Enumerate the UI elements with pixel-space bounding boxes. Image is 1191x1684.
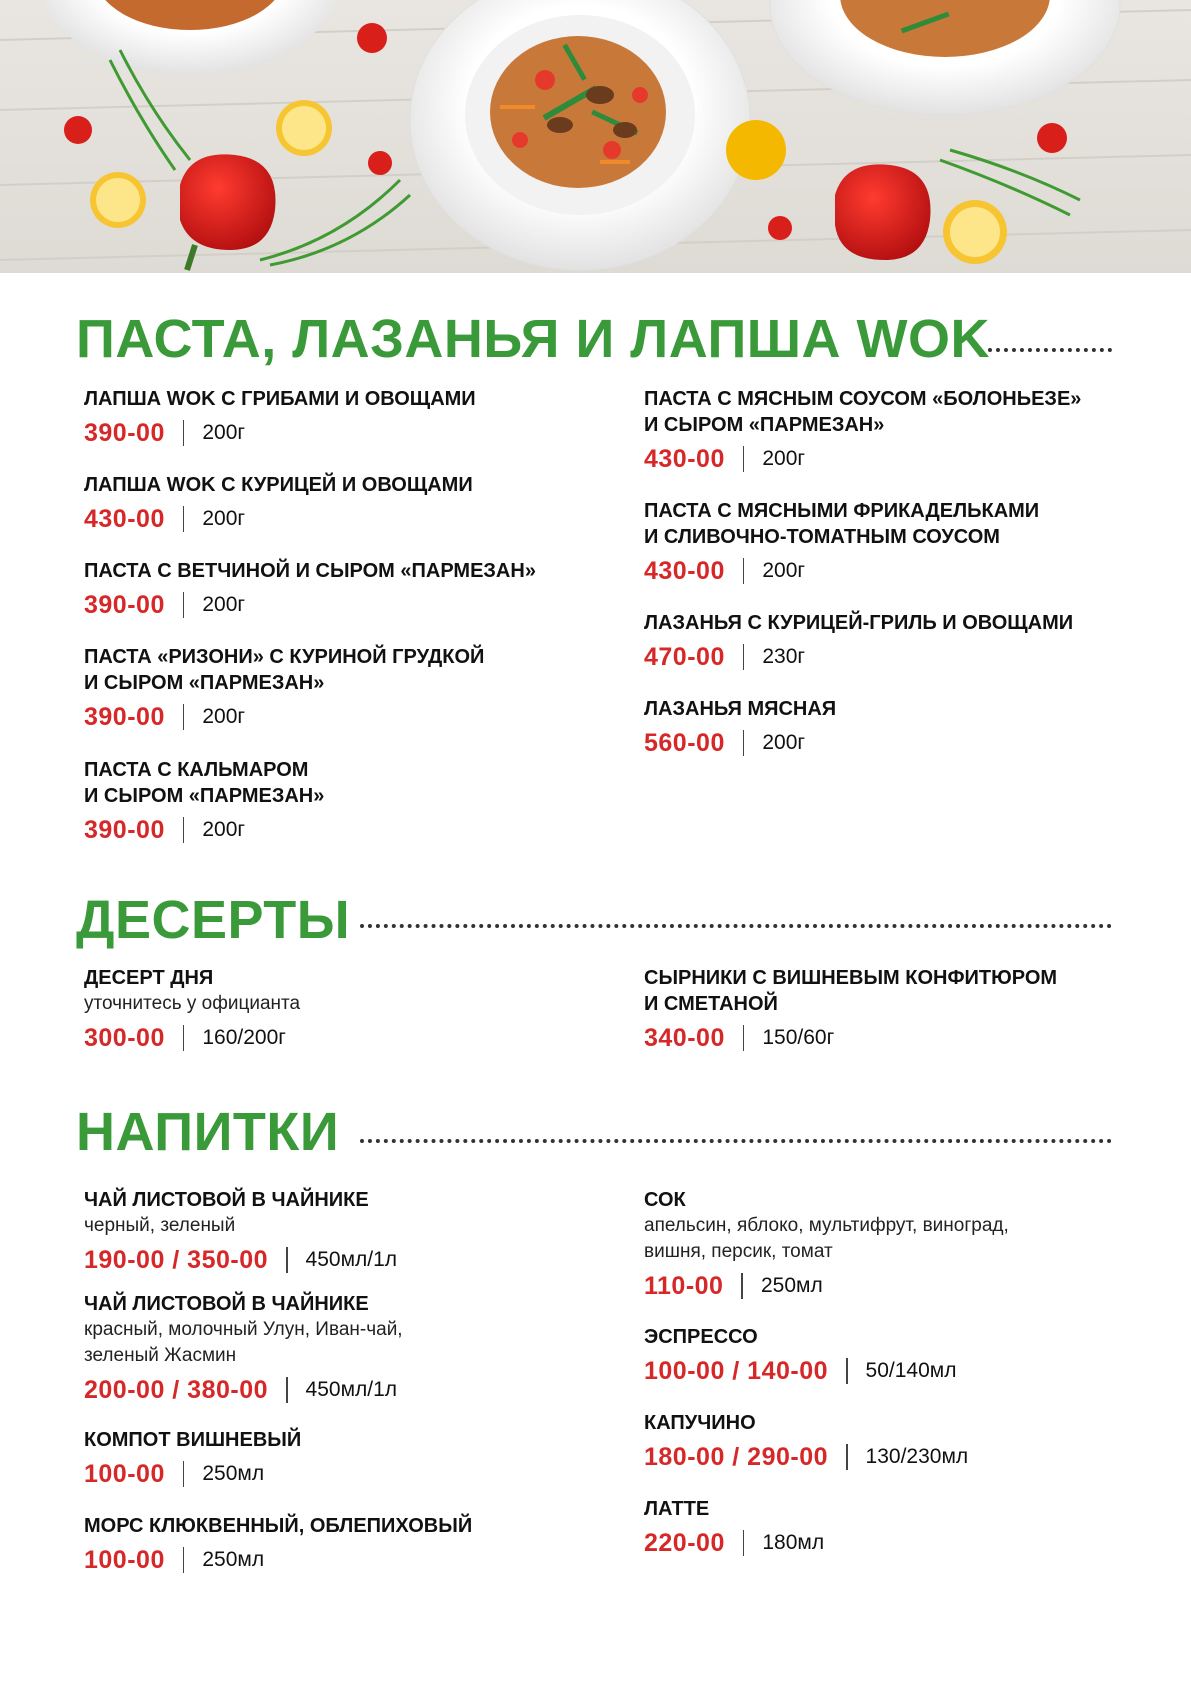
price-separator xyxy=(846,1444,848,1470)
item-weight: 200г xyxy=(762,559,806,582)
menu-item xyxy=(84,757,564,847)
menu-item xyxy=(644,965,1124,1055)
item-weight: 450мл/1л xyxy=(305,1248,398,1271)
price-row xyxy=(644,1354,1124,1388)
dotted-divider xyxy=(360,924,1112,928)
menu-item xyxy=(644,1187,1124,1303)
price-row xyxy=(84,416,564,450)
item-name: И СЫРОМ «ПАРМЕЗАН» xyxy=(644,414,885,436)
price-separator xyxy=(183,592,185,618)
price-separator xyxy=(286,1247,288,1273)
item-name: ПАСТА «РИЗОНИ» С КУРИНОЙ ГРУДКОЙ xyxy=(84,646,485,668)
item-weight: 250мл xyxy=(202,1462,265,1485)
item-name: ПАСТА С КАЛЬМАРОМ xyxy=(84,759,309,781)
item-name: КАПУЧИНО xyxy=(644,1412,756,1434)
price-row xyxy=(84,502,564,536)
section-header-desserts xyxy=(76,890,351,950)
item-weight: 50/140мл xyxy=(865,1359,957,1382)
dotted-divider xyxy=(988,348,1112,352)
menu-item xyxy=(84,1513,564,1577)
item-price: 560-00 xyxy=(644,728,725,757)
menu-item xyxy=(644,696,1124,760)
item-name: ПАСТА С МЯСНЫМ СОУСОМ «БОЛОНЬЕЗЕ» xyxy=(644,388,1082,410)
menu-item xyxy=(84,558,564,622)
section-title: НАПИТКИ xyxy=(76,1102,340,1162)
item-name: И СМЕТАНОЙ xyxy=(644,993,778,1015)
item-weight: 450мл/1л xyxy=(305,1378,398,1401)
item-weight: 200г xyxy=(762,731,806,754)
item-name: ПАСТА С ВЕТЧИНОЙ И СЫРОМ «ПАРМЕЗАН» xyxy=(84,560,536,582)
price-row xyxy=(644,1526,1124,1560)
price-row xyxy=(84,1543,564,1577)
price-separator xyxy=(846,1358,848,1384)
item-name: СОК xyxy=(644,1189,686,1211)
menu-item xyxy=(644,610,1124,674)
price-row xyxy=(644,1440,1124,1474)
hero-food-photo xyxy=(0,0,1191,273)
item-weight: 230г xyxy=(762,645,806,668)
menu-item xyxy=(644,1410,1124,1474)
section-header-drinks xyxy=(76,1102,340,1162)
price-separator xyxy=(743,558,745,584)
price-row xyxy=(644,1021,1124,1055)
section-title: ДЕСЕРТЫ xyxy=(76,890,351,950)
section-header-pasta xyxy=(76,309,991,369)
menu-item xyxy=(84,1291,564,1407)
item-name: ЛАТТЕ xyxy=(644,1498,710,1520)
price-separator xyxy=(183,1461,185,1487)
item-price: 110-00 xyxy=(644,1271,724,1300)
price-separator xyxy=(743,730,745,756)
item-price: 390-00 xyxy=(84,418,165,447)
price-row xyxy=(644,1269,1124,1303)
item-weight: 200г xyxy=(202,507,246,530)
item-description: красный, молочный Улун, Иван-чай, xyxy=(84,1319,403,1340)
item-name: ЧАЙ ЛИСТОВОЙ В ЧАЙНИКЕ xyxy=(84,1293,369,1315)
price-separator xyxy=(743,644,745,670)
item-price: 300-00 xyxy=(84,1023,165,1052)
price-separator xyxy=(183,1547,185,1573)
item-weight: 160/200г xyxy=(202,1026,286,1049)
price-separator xyxy=(183,704,185,730)
menu-item xyxy=(644,498,1124,588)
price-row xyxy=(84,1021,564,1055)
item-name: ЛАЗАНЬЯ МЯСНАЯ xyxy=(644,698,837,720)
item-price: 100-00 xyxy=(84,1459,165,1488)
price-separator xyxy=(743,446,745,472)
price-separator xyxy=(743,1530,745,1556)
price-separator xyxy=(743,1025,745,1051)
item-description: уточнитесь у официанта xyxy=(84,993,301,1014)
item-name: ДЕСЕРТ ДНЯ xyxy=(84,967,214,989)
price-separator xyxy=(741,1273,743,1299)
menu-item xyxy=(84,1427,564,1491)
price-row xyxy=(84,1243,564,1277)
menu-item xyxy=(84,1187,564,1277)
item-price: 470-00 xyxy=(644,642,725,671)
item-weight: 200г xyxy=(202,818,246,841)
item-price: 220-00 xyxy=(644,1528,725,1557)
menu-item xyxy=(644,1324,1124,1388)
price-row xyxy=(644,726,1124,760)
item-name: ЛАЗАНЬЯ С КУРИЦЕЙ-ГРИЛЬ И ОВОЩАМИ xyxy=(644,612,1074,634)
section-title: ПАСТА, ЛАЗАНЬЯ И ЛАПША WOK xyxy=(76,309,991,369)
price-separator xyxy=(286,1377,288,1403)
item-name: ЧАЙ ЛИСТОВОЙ В ЧАЙНИКЕ xyxy=(84,1189,369,1211)
price-separator xyxy=(183,420,185,446)
price-separator xyxy=(183,506,185,532)
price-row xyxy=(644,640,1124,674)
menu-item xyxy=(644,386,1124,476)
item-weight: 200г xyxy=(202,421,246,444)
item-weight: 250мл xyxy=(760,1274,823,1297)
item-name: СЫРНИКИ С ВИШНЕВЫМ КОНФИТЮРОМ xyxy=(644,967,1058,989)
item-description: вишня, персик, томат xyxy=(644,1241,833,1262)
item-price: 390-00 xyxy=(84,815,165,844)
item-price: 100-00 xyxy=(84,1545,165,1574)
item-price: 430-00 xyxy=(644,444,725,473)
price-row xyxy=(84,1373,564,1407)
item-weight: 200г xyxy=(762,447,806,470)
item-description: черный, зеленый xyxy=(84,1215,236,1236)
price-separator xyxy=(183,817,185,843)
item-name: ЛАПША WOK С ГРИБАМИ И ОВОЩАМИ xyxy=(84,388,476,410)
price-row xyxy=(644,554,1124,588)
item-price: 390-00 xyxy=(84,590,165,619)
item-name: КОМПОТ ВИШНЕВЫЙ xyxy=(84,1429,302,1451)
item-price: 430-00 xyxy=(644,556,725,585)
price-row xyxy=(84,1457,564,1491)
menu-item xyxy=(84,472,564,536)
item-weight: 130/230мл xyxy=(865,1445,969,1468)
item-name: МОРС КЛЮКВЕННЫЙ, ОБЛЕПИХОВЫЙ xyxy=(84,1515,473,1537)
menu-item xyxy=(644,1496,1124,1560)
item-description: апельсин, яблоко, мультифрут, виноград, xyxy=(644,1215,1009,1236)
item-name: И СЛИВОЧНО-ТОМАТНЫМ СОУСОМ xyxy=(644,526,1000,548)
item-weight: 250мл xyxy=(202,1548,265,1571)
item-weight: 200г xyxy=(202,705,246,728)
item-price: 200-00 / 380-00 xyxy=(84,1375,269,1404)
item-price: 390-00 xyxy=(84,702,165,731)
item-description: зеленый Жасмин xyxy=(84,1345,237,1366)
item-name: И СЫРОМ «ПАРМЕЗАН» xyxy=(84,672,325,694)
price-row xyxy=(644,442,1124,476)
item-price: 430-00 xyxy=(84,504,165,533)
item-name: ЛАПША WOK С КУРИЦЕЙ И ОВОЩАМИ xyxy=(84,474,473,496)
price-row xyxy=(84,588,564,622)
price-row xyxy=(84,700,564,734)
menu-item xyxy=(84,644,564,734)
price-separator xyxy=(183,1025,185,1051)
item-price: 190-00 / 350-00 xyxy=(84,1245,269,1274)
item-price: 100-00 / 140-00 xyxy=(644,1356,829,1385)
item-price: 340-00 xyxy=(644,1023,725,1052)
item-name: ПАСТА С МЯСНЫМИ ФРИКАДЕЛЬКАМИ xyxy=(644,500,1040,522)
item-weight: 200г xyxy=(202,593,246,616)
menu-item xyxy=(84,965,564,1055)
item-name: ЭСПРЕССО xyxy=(644,1326,758,1348)
item-weight: 150/60г xyxy=(762,1026,835,1049)
dotted-divider xyxy=(360,1139,1112,1143)
item-name: И СЫРОМ «ПАРМЕЗАН» xyxy=(84,785,325,807)
menu-item xyxy=(84,386,564,450)
item-weight: 180мл xyxy=(762,1531,825,1554)
item-price: 180-00 / 290-00 xyxy=(644,1442,829,1471)
price-row xyxy=(84,813,564,847)
